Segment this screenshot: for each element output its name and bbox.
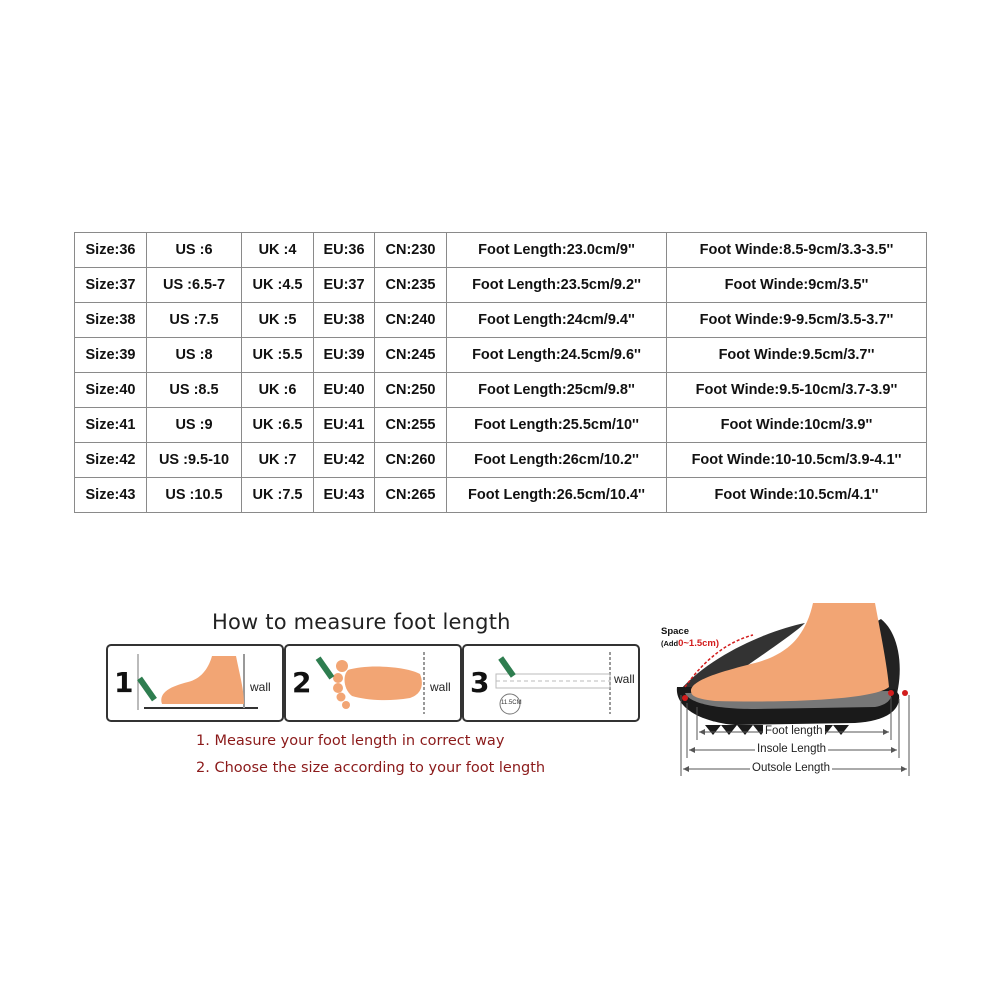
size-cell: Foot Winde:9cm/3.5'' (667, 268, 927, 303)
size-cell: UK :4.5 (242, 268, 314, 303)
size-cell: US :6.5-7 (147, 268, 242, 303)
size-cell: US :8.5 (147, 373, 242, 408)
foot-length-label: Foot length (765, 725, 823, 737)
size-cell: Size:37 (75, 268, 147, 303)
instruction-2: 2. Choose the size according to your foot length (196, 760, 546, 776)
size-chart-body (75, 233, 927, 513)
size-cell: Foot Length:24.5cm/9.6'' (447, 338, 667, 373)
size-cell: EU:43 (314, 478, 375, 513)
space-add-label (661, 638, 719, 649)
size-cell: Foot Length:26.5cm/10.4'' (447, 478, 667, 513)
size-row (75, 303, 927, 338)
size-cell: CN:235 (375, 268, 447, 303)
size-cell: Foot Length:25cm/9.8'' (447, 373, 667, 408)
size-cell: Size:36 (75, 233, 147, 268)
size-cell: Size:38 (75, 303, 147, 338)
size-cell: UK :6 (242, 373, 314, 408)
size-cell: EU:36 (314, 233, 375, 268)
step-3-number: 3 (470, 666, 490, 699)
size-cell: Size:41 (75, 408, 147, 443)
size-cell: Foot Length:24cm/9.4'' (447, 303, 667, 338)
space-add-prefix: (Add (661, 639, 679, 648)
size-cell: Foot Winde:9.5cm/3.7'' (667, 338, 927, 373)
size-cell: Size:43 (75, 478, 147, 513)
space-label: Space (661, 626, 689, 637)
size-cell: US :8 (147, 338, 242, 373)
size-cell: UK :7 (242, 443, 314, 478)
size-cell: CN:260 (375, 443, 447, 478)
size-row (75, 233, 927, 268)
size-cell: Foot Length:26cm/10.2'' (447, 443, 667, 478)
size-cell: CN:250 (375, 373, 447, 408)
size-cell: EU:41 (314, 408, 375, 443)
size-chart-table (74, 232, 927, 513)
size-cell: Foot Winde:9.5-10cm/3.7-3.9'' (667, 373, 927, 408)
size-cell: US :9.5-10 (147, 443, 242, 478)
size-cell: Foot Winde:9-9.5cm/3.5-3.7'' (667, 303, 927, 338)
size-cell: CN:245 (375, 338, 447, 373)
size-cell: UK :7.5 (242, 478, 314, 513)
insole-length-label: Insole Length (757, 743, 827, 755)
step-3-panel (462, 644, 640, 722)
size-cell: Foot Winde:10.5cm/4.1'' (667, 478, 927, 513)
step-1-number: 1 (114, 666, 134, 699)
step-2-panel (284, 644, 462, 722)
size-cell: EU:40 (314, 373, 375, 408)
size-cell: Size:42 (75, 443, 147, 478)
outsole-length-label: Outsole Length (752, 762, 831, 774)
size-cell: EU:42 (314, 443, 375, 478)
size-row (75, 478, 927, 513)
instruction-1: 1. Measure your foot length in correct way (196, 733, 505, 749)
size-cell: EU:37 (314, 268, 375, 303)
size-cell: CN:240 (375, 303, 447, 338)
size-cell: EU:38 (314, 303, 375, 338)
ruler-label: 11.5CM (501, 700, 522, 706)
size-cell: CN:265 (375, 478, 447, 513)
size-cell: Foot Length:23.0cm/9'' (447, 233, 667, 268)
size-row (75, 443, 927, 478)
size-cell: UK :4 (242, 233, 314, 268)
size-cell: US :7.5 (147, 303, 242, 338)
step-1-wall-label: wall (250, 680, 271, 694)
ruler-measure-icon (464, 646, 638, 720)
size-cell: CN:255 (375, 408, 447, 443)
size-row (75, 373, 927, 408)
size-cell: Size:39 (75, 338, 147, 373)
size-row (75, 268, 927, 303)
size-cell: Foot Length:23.5cm/9.2'' (447, 268, 667, 303)
size-cell: US :10.5 (147, 478, 242, 513)
size-cell: US :6 (147, 233, 242, 268)
step-3-wall-label: wall (614, 672, 635, 686)
size-cell: Size:40 (75, 373, 147, 408)
size-cell: UK :5 (242, 303, 314, 338)
size-cell: Foot Winde:8.5-9cm/3.3-3.5'' (667, 233, 927, 268)
size-cell: CN:230 (375, 233, 447, 268)
size-cell: US :9 (147, 408, 242, 443)
size-row (75, 408, 927, 443)
shoe-measurement-diagram (655, 595, 925, 795)
size-cell: Foot Winde:10cm/3.9'' (667, 408, 927, 443)
space-add-value: 0~1.5cm) (678, 638, 720, 649)
size-row (75, 338, 927, 373)
size-cell: UK :6.5 (242, 408, 314, 443)
size-cell: Foot Winde:10-10.5cm/3.9-4.1'' (667, 443, 927, 478)
guide-title: How to measure foot length (212, 610, 511, 634)
size-cell: UK :5.5 (242, 338, 314, 373)
size-cell: Foot Length:25.5cm/10'' (447, 408, 667, 443)
step-2-wall-label: wall (430, 680, 451, 694)
size-cell: EU:39 (314, 338, 375, 373)
step-2-number: 2 (292, 666, 312, 699)
step-1-panel (106, 644, 284, 722)
